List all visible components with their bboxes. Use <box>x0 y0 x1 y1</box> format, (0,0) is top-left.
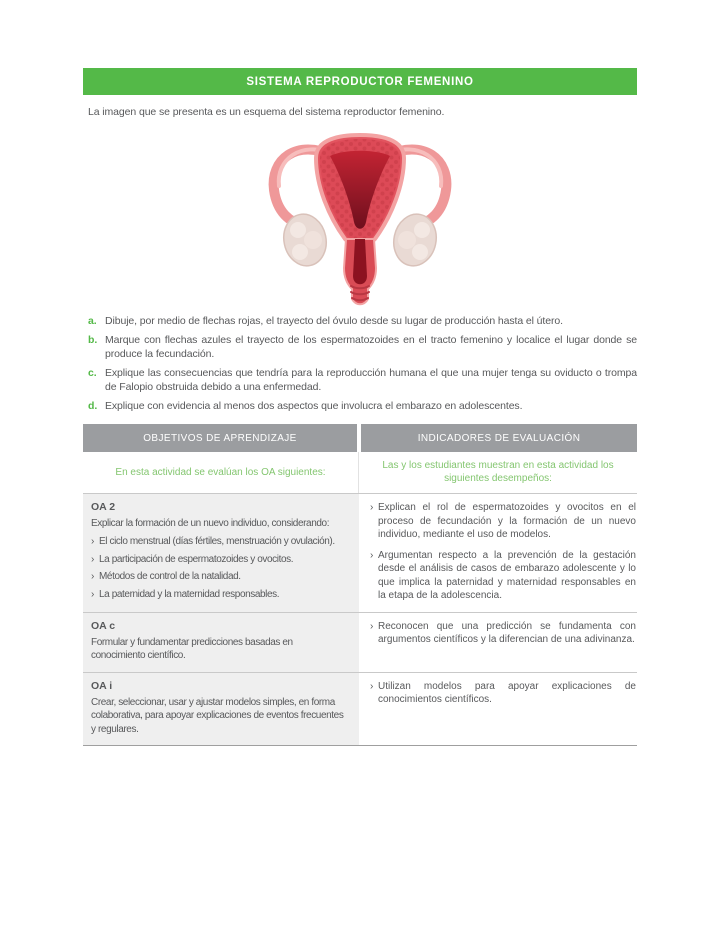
instruction-item-d <box>83 399 637 414</box>
uterus-body <box>316 135 404 244</box>
bullet-text: La paternidad y la maternidad responsables. <box>99 588 280 600</box>
instruction-list <box>83 314 637 413</box>
oa-bullet <box>91 553 349 566</box>
bullet-marker-icon: › <box>91 588 94 600</box>
indicator-item <box>370 549 636 603</box>
bullet-text: La participación de espermatozoides y ovocitos. <box>99 553 294 565</box>
indicator-text: Reconocen que una predicción se fundamenta con argumentos científicos y la diferencian de una adivinanza. <box>378 620 636 645</box>
bullet-marker-icon: › <box>91 553 94 565</box>
oa-intro: Formular y fundamentar predicciones basadas en conocimiento científico. <box>91 636 293 661</box>
indicator-text: Utilizan modelos para apoyar explicaciones de conocimientos científicos. <box>378 680 636 705</box>
worksheet-content <box>83 68 637 746</box>
oa-intro: Explicar la formación de un nuevo individuo, considerando: <box>91 518 330 529</box>
indicator-text: Explican el rol de espermatozoides y ovocitos en el proceso de fecundación y la formación de un nuevo individuo, mediante el uso de modelos. <box>378 502 636 540</box>
bullet-text: El ciclo menstrual (días fértiles, menstruación y ovulación). <box>99 536 335 547</box>
oai-objetivo-cell <box>83 673 359 746</box>
bullet-marker-icon: › <box>370 549 374 561</box>
instruction-item-c <box>83 366 637 395</box>
table-header-row <box>83 424 637 452</box>
oa2-objetivo-cell <box>83 494 359 612</box>
subheader-objetivos: En esta actividad se evalúan los OA siguientes: <box>83 452 359 493</box>
bullet-marker-icon: › <box>370 680 374 692</box>
oa-code: OA i <box>91 679 113 692</box>
title-bar <box>83 68 637 95</box>
oa-code: OA 2 <box>91 501 116 513</box>
instruction-item-b <box>83 333 637 362</box>
oa-code: OA c <box>91 619 116 632</box>
item-text: Explique las consecuencias que tendría para la reproducción humana el que una mujer tenga su oviducto o trompa de Falopio obstruida debido a una enfermedad. <box>105 366 637 393</box>
table-row-oa2 <box>83 494 637 613</box>
column-header-objetivos: OBJETIVOS DE APRENDIZAJE <box>83 424 357 452</box>
item-text: Explique con evidencia al menos dos aspectos que involucra el embarazo en adolescentes. <box>105 399 523 412</box>
oac-indicador-cell <box>359 613 637 672</box>
item-letter: c. <box>88 366 97 379</box>
oai-indicador-cell <box>359 673 637 746</box>
oa-bullet <box>91 588 349 601</box>
oa2-indicador-cell <box>359 494 637 612</box>
bullet-marker-icon: › <box>370 620 374 632</box>
item-letter: d. <box>88 399 98 412</box>
indicator-item <box>370 501 636 542</box>
subheader-indicadores: Las y los estudiantes muestran en esta actividad los siguientes desempeños: <box>382 460 614 484</box>
uterus-illustration <box>254 128 466 308</box>
item-letter: b. <box>88 333 98 346</box>
cervix-vagina <box>344 239 376 304</box>
item-text: Dibuje, por medio de flechas rojas, el trayecto del óvulo desde su lugar de producción hasta el útero. <box>105 315 563 327</box>
item-letter: a. <box>88 315 97 327</box>
oa-bullet-list <box>91 535 349 601</box>
oa-table <box>83 424 637 746</box>
page-title: SISTEMA REPRODUCTOR FEMENINO <box>246 75 474 88</box>
column-header-indicadores: INDICADORES DE EVALUACIÓN <box>361 424 637 452</box>
indicator-item <box>370 620 636 647</box>
table-row-oac <box>83 613 637 673</box>
bullet-marker-icon: › <box>370 502 374 513</box>
oac-objetivo-cell <box>83 613 359 672</box>
item-text: Marque con flechas azules el trayecto de los espermatozoides en el tracto femenino y localice el lugar donde se produce la fecundación. <box>105 333 637 360</box>
bullet-text: Métodos de control de la natalidad. <box>99 571 241 582</box>
reproductive-system-figure <box>83 128 637 308</box>
oa-bullet <box>91 535 349 548</box>
bullet-marker-icon: › <box>91 571 94 582</box>
bullet-marker-icon: › <box>91 536 94 547</box>
instruction-item-a <box>83 314 637 329</box>
table-row-oai <box>83 673 637 747</box>
oa-intro: Crear, seleccionar, usar y ajustar modelos simples, en forma colaborativa, para apoyar explicaciones de eventos frecuentes y regulares. <box>91 696 344 735</box>
table-subheader-row <box>83 452 637 494</box>
indicator-text: Argumentan respecto a la prevención de la gestación desde el análisis de casos de embarazo adolescente y lo que implica la paternidad y maternidad responsables en la etapa de la adolescencia. <box>378 549 636 601</box>
intro-text: La imagen que se presenta es un esquema del sistema reproductor femenino. <box>88 106 445 118</box>
oa-bullet <box>91 570 349 583</box>
indicator-item <box>370 680 636 707</box>
